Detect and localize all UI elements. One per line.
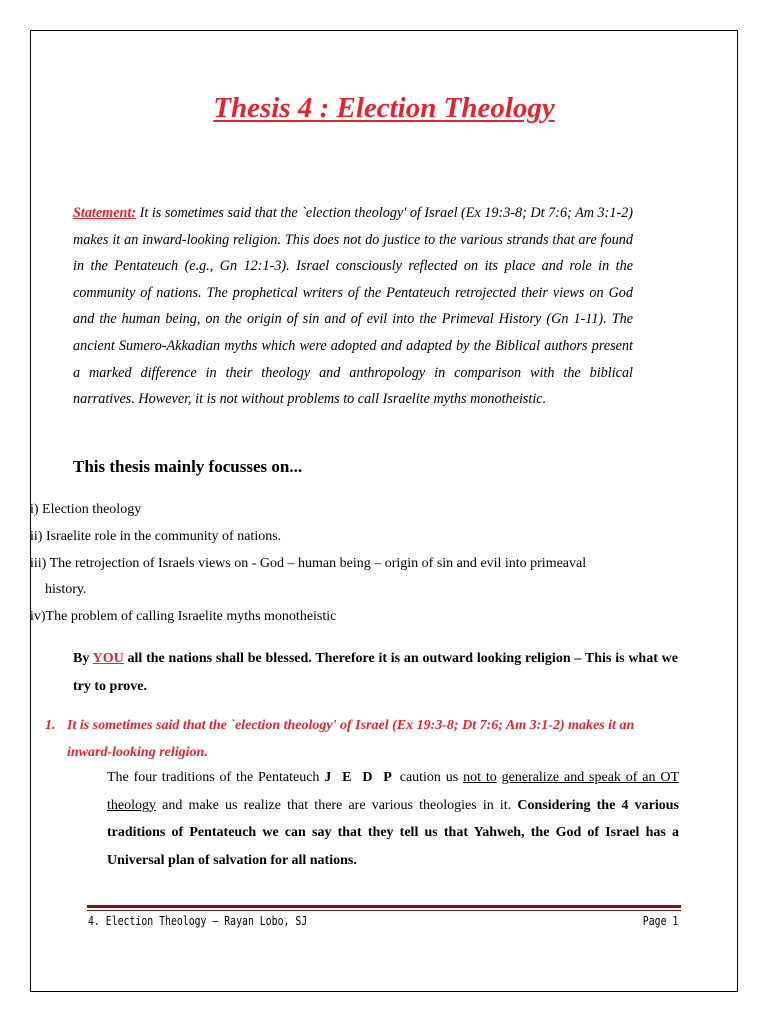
footer-title: 4. Election Theology – Rayan Lobo, SJ <box>88 914 308 928</box>
focus-item: iv)The problem of calling Israelite myths monotheistic <box>30 609 337 625</box>
document-title: Thesis 4 : Election Theology <box>213 92 555 124</box>
claim-prefix: By <box>73 651 93 666</box>
focus-item-continuation-text: history. <box>45 582 87 598</box>
footer-page-number: Page 1 <box>642 914 678 928</box>
jedp-text: J E D P <box>324 770 395 785</box>
point-1-heading-line2: inward-looking religion. <box>67 745 208 760</box>
focus-list <box>30 497 650 631</box>
focus-item-continuation <box>30 577 650 604</box>
generalize-text: generalize and speak of an OT theology <box>107 770 680 813</box>
point-1-body-c: and make us realize that there are various theologies in it. <box>156 797 518 813</box>
point-1-heading-line1: It is sometimes said that the `election theology' of Israel (Ex 19:3-8; Dt 7:6; Am 3:1-2) makes it an <box>67 718 635 733</box>
focus-item: iii) The retrojection of Israels views on - God – human being – origin of sin and evil into primeaval <box>30 555 587 571</box>
claim-paragraph <box>73 645 678 701</box>
point-1-body <box>107 764 679 874</box>
point-1-heading <box>45 712 685 766</box>
point-1-number: 1. <box>45 718 56 733</box>
footer-rule-thick <box>87 905 681 908</box>
point-1-body-a: The four traditions of the Pentateuch <box>107 770 325 785</box>
focus-heading: This thesis mainly focusses on... <box>73 457 303 476</box>
claim-rest: all the nations shall be blessed. Therefore it is an outward looking religion – This is what we try to prove. <box>73 651 678 694</box>
focus-item: ii) Israelite role in the community of nations. <box>30 528 282 544</box>
point-1-body-b: caution us <box>394 770 464 785</box>
not-to-text: not to <box>463 770 497 785</box>
statement-text: It is sometimes said that the `election theology' of Israel (Ex 19:3-8; Dt 7:6; Am 3:1-2) makes it an inward-looking religion. This does not do justice to the various strands that are found in the Pentateuch (e.g., Gn 12:1-3). Israel consciously reflected on its place and role in the community of nations. The prophetical writers of the Pentateuch retrojected their views on God and the human being, on the origin of sin and of evil into the Primeval History (Gn 1-11). The ancient Sumero-Akkadian myths which were adopted and adapted by the Biblical authors present a marked difference in their theology and anthropology in comparison with the biblical narratives. However, it is not without problems to call Israelite myths monotheistic. <box>73 205 633 408</box>
statement-label: Statement: <box>73 205 137 221</box>
point-1-body-bold: Considering the 4 various traditions of Pentateuch we can say that they tell us that Yahweh, the God of Israel has a Universal plan of salvation for all nations. <box>107 797 679 868</box>
focus-item: i) Election theology <box>30 502 142 517</box>
footer-rule-thin <box>87 910 681 911</box>
statement-paragraph <box>73 200 633 413</box>
claim-you: YOU <box>92 651 124 666</box>
